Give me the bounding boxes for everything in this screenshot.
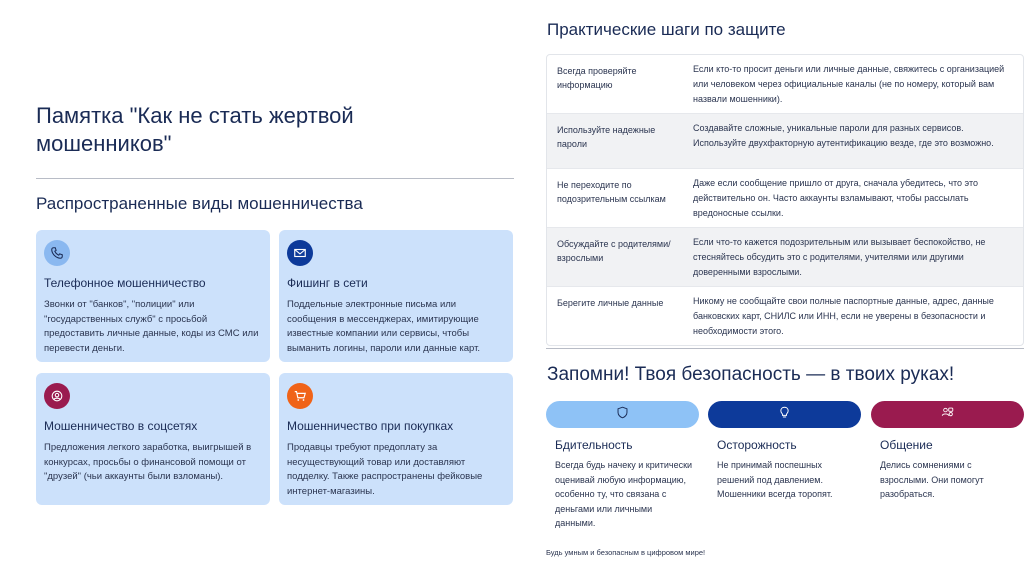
vigilance-pill bbox=[546, 401, 699, 428]
card-title: Телефонное мошенничество bbox=[44, 276, 206, 290]
table-row bbox=[547, 114, 1023, 169]
card-phone-fraud bbox=[36, 230, 270, 362]
table-row bbox=[547, 55, 1023, 114]
caution-pill bbox=[708, 401, 861, 428]
lightbulb-icon bbox=[778, 406, 791, 424]
fraud-types-heading: Распространенные виды мошенничества bbox=[36, 194, 363, 213]
card-social-fraud bbox=[36, 373, 270, 505]
step-name: Берегите личные данные bbox=[557, 298, 664, 308]
people-icon bbox=[941, 406, 954, 424]
phone-icon bbox=[44, 240, 70, 266]
step-description: Создавайте сложные, уникальные пароли для разных сервисов. Используйте двухфакторную аутентификацию везде, где это возможно. bbox=[693, 123, 994, 148]
step-description: Если кто-то просит деньги или личные данные, свяжитесь с организацией или человеком через официальные каналы (не по номеру, который вам назвали мошенники). bbox=[693, 64, 1005, 104]
step-description: Если что-то кажется подозрительным или вызывает беспокойство, не стесняйтесь обсудить это с родителями, учителями или другими доверенными взрослыми. bbox=[693, 237, 986, 277]
card-text: Продавцы требуют предоплату за несуществующий товар или доставляют подделку. Также распространены фейковые интернет-магазины. bbox=[287, 442, 483, 497]
page-title: Памятка "Как не стать жертвой мошенников" bbox=[36, 103, 354, 156]
step-name: Всегда проверяйте информацию bbox=[557, 66, 637, 90]
communication-title: Общение bbox=[880, 438, 933, 452]
table-row bbox=[547, 228, 1023, 287]
protection-steps-table bbox=[546, 54, 1024, 346]
communication-pill bbox=[871, 401, 1024, 428]
step-name: Используйте надежные пароли bbox=[557, 125, 656, 149]
vigilance-text: Всегда будь начеку и критически оценивай любую информацию, особенно ту, что связана с деньгами или личными данными. bbox=[555, 460, 693, 528]
remember-heading: Запомни! Твоя безопасность — в твоих руках! bbox=[547, 364, 955, 385]
step-name: Обсуждайте с родителями/взрослыми bbox=[557, 239, 671, 263]
card-shopping-fraud bbox=[279, 373, 513, 505]
table-row bbox=[547, 287, 1023, 345]
step-description: Даже если сообщение пришло от друга, сначала убедитесь, что это действительно он. Часто аккаунты взламывают, чтобы рассылать вредоносные ссылки. bbox=[693, 178, 978, 218]
card-title: Фишинг в сети bbox=[287, 276, 368, 290]
protection-steps-heading: Практические шаги по защите bbox=[547, 20, 786, 39]
table-row bbox=[547, 169, 1023, 228]
step-name: Не переходите по подозрительным ссылкам bbox=[557, 180, 666, 204]
title-divider bbox=[36, 178, 514, 179]
card-text: Поддельные электронные письма или сообщения в мессенджерах, имитирующие известные компании или сервисы, чтобы выманить логины, пароли или данные карт. bbox=[287, 299, 481, 354]
communication-text: Делись сомнениями с взрослыми. Они помогут разобраться. bbox=[880, 460, 984, 499]
caution-text: Не принимай поспешных решений под давлением. Мошенники всегда торопят. bbox=[717, 460, 833, 499]
social-icon bbox=[44, 383, 70, 409]
card-text: Предложения легкого заработка, выигрышей в конкурсах, просьбы о финансовой помощи от "друзей" (чьи аккаунты были взломаны). bbox=[44, 442, 252, 482]
step-description: Никому не сообщайте свои полные паспортные данные, адрес, данные банковских карт, СНИЛС или ИНН, если не уверены в безопасности и необходимости этого. bbox=[693, 296, 994, 336]
card-phishing bbox=[279, 230, 513, 362]
caution-title: Осторожность bbox=[717, 438, 797, 452]
card-title: Мошенничество в соцсетях bbox=[44, 419, 198, 433]
section-divider bbox=[546, 348, 1024, 349]
card-title: Мошенничество при покупках bbox=[287, 419, 454, 433]
cart-icon bbox=[287, 383, 313, 409]
card-text: Звонки от "банков", "полиции" или "государственных служб" с просьбой предоставить личные данные, коды из СМС или перевести деньги. bbox=[44, 299, 259, 354]
shield-icon bbox=[616, 406, 629, 424]
vigilance-title: Бдительность bbox=[555, 438, 633, 452]
footer-note: Будь умным и безопасным в цифровом мире! bbox=[546, 548, 706, 557]
mail-icon bbox=[287, 240, 313, 266]
